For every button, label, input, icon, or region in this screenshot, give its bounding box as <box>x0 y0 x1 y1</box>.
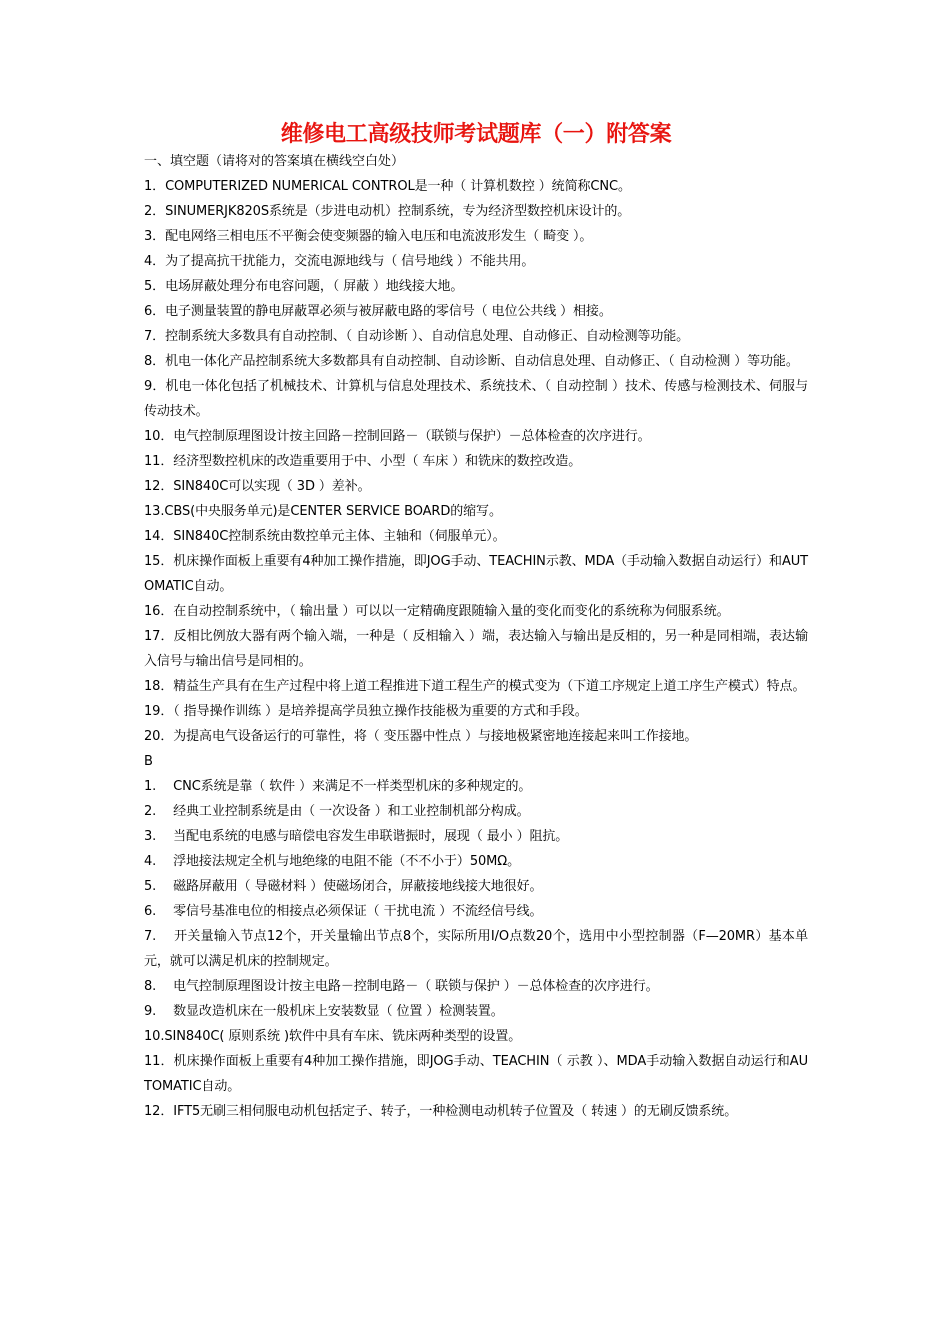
question-b5: 5. 磁路屏蔽用（ 导磁材料 ）使磁场闭合，屏蔽接地线接大地很好。 <box>144 879 543 894</box>
question-b7: 7. 开关量输入节点12个，开关量输出节点8个，实际所用I/O点数20个，选用中小型控制器（F—20MR）基本单元，就可以满足机床的控制规定。 <box>144 929 808 969</box>
question-b2: 2. 经典工业控制系统是由（ 一次设备 ）和工业控制机部分构成。 <box>144 804 530 819</box>
question-a13: 13.CBS(中央服务单元)是CENTER SERVICE BOARD的缩写。 <box>144 504 502 519</box>
question-a10: 10．电气控制原理图设计按主回路－控制回路－（联锁与保护）－总体检查的次序进行。 <box>144 429 651 444</box>
section-a-heading: 一、填空题（请将对的答案填在横线空白处） <box>144 154 405 169</box>
question-a17: 17．反相比例放大器有两个输入端，一种是（ 反相输入 ）端，表达输入与输出是反相的，另一种是同相端，表达输入信号与输出信号是同相的。 <box>144 629 808 669</box>
document-title: 维修电工高级技师考试题库（一）附答案 <box>280 122 672 147</box>
question-b9: 9. 数显改造机床在一般机床上安装数显（ 位置 ）检测装置。 <box>144 1004 504 1019</box>
question-b12: 12．IFT5无刷三相伺服电动机包括定子、转子，一种检测电动机转子位置及（ 转速 ）的无刷反馈系统。 <box>144 1104 738 1119</box>
question-a12: 12．SIN840C可以实现（ 3D ）差补。 <box>144 479 371 494</box>
question-a15: 15．机床操作面板上重要有4种加工操作措施，即JOG手动、TEACHIN示教、MDA（手动输入数据自动运行）和AUTOMATIC自动。 <box>144 554 808 594</box>
question-b11: 11．机床操作面板上重要有4种加工操作措施，即JOG手动、TEACHIN（ 示教 ）、MDA手动输入数据自动运行和AUTOMATIC自动。 <box>144 1054 808 1094</box>
question-a20: 20．为提高电气设备运行的可靠性，将（ 变压器中性点 ）与接地极紧密地连接起来叫工作接地。 <box>144 729 698 744</box>
question-b10: 10.SIN840C( 原则系统 )软件中具有车床、铣床两种类型的设置。 <box>144 1029 522 1044</box>
document-page <box>144 118 808 1124</box>
section-b-heading: B <box>144 754 153 769</box>
question-a8: 8．机电一体化产品控制系统大多数都具有自动控制、自动诊断、自动信息处理、自动修正、（ 自动检测 ）等功能。 <box>144 354 799 369</box>
question-a1: 1．COMPUTERIZED NUMERICAL CONTROL是一种（ 计算机数控 ）统简称CNC。 <box>144 179 631 194</box>
question-b8: 8. 电气控制原理图设计按主电路－控制电路－（ 联锁与保护 ）－总体检查的次序进行。 <box>144 979 659 994</box>
question-a14: 14．SIN840C控制系统由数控单元主体、主轴和（伺服单元）。 <box>144 529 506 544</box>
question-a7: 7．控制系统大多数具有自动控制、（ 自动诊断 ）、自动信息处理、自动修正、自动检测等功能。 <box>144 329 690 344</box>
question-a18: 18．精益生产具有在生产过程中将上道工程推进下道工程生产的模式变为（下道工序规定上道工序生产模式）特点。 <box>144 679 806 694</box>
question-a2: 2．SINUMERJK820S系统是（步进电动机）控制系统，专为经济型数控机床设计的。 <box>144 204 631 219</box>
question-a4: 4．为了提高抗干扰能力，交流电源地线与（ 信号地线 ）不能共用。 <box>144 254 535 269</box>
question-a19: 19．（ 指导操作训练 ）是培养提高学员独立操作技能极为重要的方式和手段。 <box>144 704 588 719</box>
question-a6: 6．电子测量装置的静电屏蔽罩必须与被屏蔽电路的零信号（ 电位公共线 ）相接。 <box>144 304 612 319</box>
question-a3: 3．配电网络三相电压不平衡会使变频器的输入电压和电流波形发生（ 畸变 ）。 <box>144 229 593 244</box>
question-a9: 9．机电一体化包括了机械技术、计算机与信息处理技术、系统技术、（ 自动控制 ）技术、传感与检测技术、伺服与传动技术。 <box>144 379 808 419</box>
question-b3: 3. 当配电系统的电感与暗偿电容发生串联谐振时，展现（ 最小 ）阻抗。 <box>144 829 569 844</box>
question-b1: 1. CNC系统是靠（ 软件 ）来满足不一样类型机床的多种规定的。 <box>144 779 532 794</box>
question-b4: 4. 浮地接法规定全机与地绝缘的电阻不能（不不小于）50MΩ。 <box>144 854 521 869</box>
question-a11: 11．经济型数控机床的改造重要用于中、小型（ 车床 ）和铣床的数控改造。 <box>144 454 582 469</box>
question-b6: 6. 零信号基准电位的相接点必须保证（ 干扰电流 ）不流经信号线。 <box>144 904 543 919</box>
question-a16: 16．在自动控制系统中，（ 输出量 ）可以以一定精确度跟随输入量的变化而变化的系统称为伺服系统。 <box>144 604 730 619</box>
question-a5: 5．电场屏蔽处理分布电容问题，（ 屏蔽 ）地线接大地。 <box>144 279 464 294</box>
